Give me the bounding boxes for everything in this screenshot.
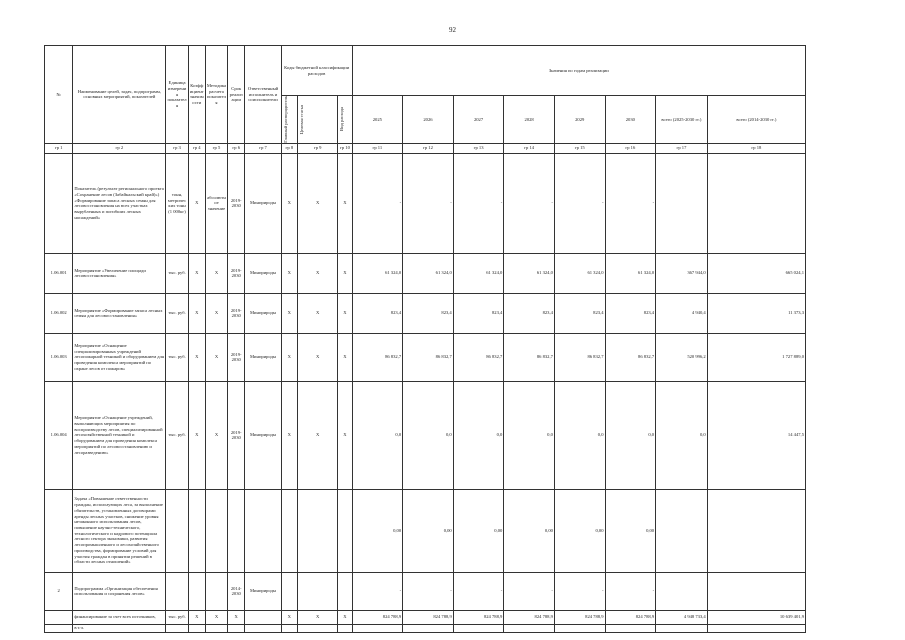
row-total-2025-2030: 367 944,0 [656,253,708,293]
row-method: X [205,333,227,381]
row-code-target [297,572,337,610]
row-total-2025-2030 [656,572,708,610]
row-year-value: 0,00 [605,489,656,572]
table-row [45,153,806,253]
column-number: гр 8 [281,143,297,153]
row-responsible: Минприроды [245,253,281,293]
program-table [44,45,806,633]
row-year-value: 823,4 [504,293,555,333]
row-coef: X [188,333,205,381]
row-code-main: X [281,381,297,489]
column-number: гр 17 [656,143,708,153]
column-number: гр 4 [188,143,205,153]
header-values: Значения по годам реализации [352,46,805,96]
header-total-2014-2030: всего (2014-2030 гг.) [707,96,805,144]
row-coef: X [188,381,205,489]
row-method: X [205,610,227,624]
row-total-2025-2030 [656,153,708,253]
row-coef [188,572,205,610]
column-number: гр 14 [504,143,555,153]
row-name: Мероприятие «Оснащение учреждений, выполняющих мероприятия по воспроизводству лесов, специализированной лесохозяйственной техникой и оборудованием для проведения комплекса мероприятий по лесовосстановлению и лесоразведению» [73,381,166,489]
row-code-type [338,489,352,572]
row-code-target: X [297,293,337,333]
row-total-2014-2030 [707,624,805,632]
row-name: Показатель (результат регионального проекта «Сохранение лесов (Забайкальский край)») «Формирование запаса лесных семян для лесовосстановления на всех участках вырубленных и погибших лесных насаждений» [73,153,166,253]
row-year-value: 86 832,7 [504,333,555,381]
row-coef: X [188,153,205,253]
column-number: гр 15 [554,143,605,153]
row-coef: X [188,253,205,293]
row-year-value [605,624,656,632]
row-code-type [338,624,352,632]
row-total-2014-2030: 11 373,3 [707,293,805,333]
row-total-2014-2030 [707,572,805,610]
row-year-value: 824 788,9 [453,610,504,624]
row-number: 1.06.003 [45,333,73,381]
row-code-main: X [281,153,297,253]
row-number [45,153,73,253]
row-name: в т.ч. [73,624,166,632]
row-coef [188,489,205,572]
row-responsible: Минприроды [245,381,281,489]
row-total-2014-2030 [707,153,805,253]
row-method: X [205,253,227,293]
row-total-2025-2030: 0,0 [656,381,708,489]
row-responsible [245,624,281,632]
header-codes-target: Целевая статья [297,96,337,144]
row-year-value: 0,0 [352,381,403,489]
table-row [45,610,806,624]
row-total-2025-2030: 520 996,2 [656,333,708,381]
row-name: финансирование за счет всех источников, [73,610,166,624]
row-year-value: - [453,153,504,253]
row-year-value: 0,0 [504,381,555,489]
row-number [45,624,73,632]
row-year-value: 824 788,9 [554,610,605,624]
table-row [45,624,806,632]
row-term [228,489,245,572]
column-number: гр 13 [453,143,504,153]
table-row [45,253,806,293]
row-total-2014-2030: 665 024,1 [707,253,805,293]
row-code-main [281,624,297,632]
row-code-main: X [281,253,297,293]
row-total-2025-2030 [656,489,708,572]
row-responsible: Минприроды [245,572,281,610]
row-code-main: X [281,610,297,624]
header-year: 2030 [605,96,656,144]
row-year-value: 824 788,9 [504,610,555,624]
row-year-value: 823,4 [605,293,656,333]
row-total-2014-2030: 14 447,5 [707,381,805,489]
header-unit: Единица измерения показателя [166,46,188,144]
row-unit: тонн, метрических тонн (1 000кг) [166,153,188,253]
row-unit: тыс. руб. [166,333,188,381]
column-number: гр 6 [228,143,245,153]
column-number: гр 5 [205,143,227,153]
row-year-value: - [352,153,403,253]
table-row [45,293,806,333]
header-total-2025-2030: всего (2025-2030 гг.) [656,96,708,144]
table-row [45,381,806,489]
row-total-2025-2030 [656,624,708,632]
row-method [205,572,227,610]
row-term: 2019-2030 [228,293,245,333]
row-code-type [338,572,352,610]
row-number: 2 [45,572,73,610]
row-unit: тыс. руб. [166,610,188,624]
row-year-value: 61 324,0 [352,253,403,293]
row-year-value: - [554,153,605,253]
header-method: Методика расчета показателя [205,46,227,144]
row-year-value: 0,00 [554,489,605,572]
table-row [45,489,806,572]
row-number: 1.06.001 [45,253,73,293]
row-year-value: 61 324,0 [504,253,555,293]
row-year-value: 0,00 [504,489,555,572]
row-term [228,624,245,632]
row-term: X [228,610,245,624]
row-method: X [205,381,227,489]
header-year: 2025 [352,96,403,144]
row-unit: тыс. руб. [166,293,188,333]
row-total-2025-2030: 4 948 733,4 [656,610,708,624]
row-year-value [504,624,555,632]
row-year-value: 0,0 [554,381,605,489]
row-responsible [245,610,281,624]
row-year-value: - [605,572,656,610]
row-term: 2019-2030 [228,253,245,293]
row-responsible [245,489,281,572]
header-responsible: Ответственный исполнитель и соисполнители [245,46,281,144]
row-year-value: - [504,572,555,610]
row-year-value [554,624,605,632]
row-year-value: 61 324,0 [403,253,454,293]
row-coef: X [188,610,205,624]
row-code-type: X [338,253,352,293]
row-year-value: 0,0 [453,381,504,489]
row-year-value: 824 788,9 [352,610,403,624]
row-year-value [453,624,504,632]
row-code-type: X [338,333,352,381]
row-code-main: X [281,293,297,333]
row-year-value: - [605,153,656,253]
row-code-target [297,624,337,632]
header-term: Срок реализации [228,46,245,144]
row-term: 2019-2030 [228,153,245,253]
row-year-value: 824 788,9 [403,610,454,624]
column-number: гр 12 [403,143,454,153]
row-unit: тыс. руб. [166,381,188,489]
row-term: 2019-2030 [228,333,245,381]
row-name: Подпрограмма «Организация обеспечения использования и сохранения лесов» [73,572,166,610]
header-name: Наименование целей, задач, подпрограмм, основных мероприятий, показателей [73,46,166,144]
row-year-value: 61 324,0 [605,253,656,293]
row-unit [166,572,188,610]
row-year-value: 0,0 [605,381,656,489]
row-year-value: 0,00 [453,489,504,572]
row-code-main [281,489,297,572]
row-method [205,489,227,572]
row-name: Мероприятие «Оснащение специализированных учреждений лесопожарной техникой и оборудованием для проведения комплекса мероприятий по охране лесов от пожаров» [73,333,166,381]
row-code-type: X [338,381,352,489]
row-code-type: X [338,153,352,253]
row-year-value: - [554,572,605,610]
header-codes-main: Главный распорядитель [281,96,297,144]
row-year-value: 61 324,0 [453,253,504,293]
row-code-main [281,572,297,610]
row-year-value: - [403,572,454,610]
row-year-value: 824 788,9 [605,610,656,624]
row-code-type: X [338,610,352,624]
row-year-value: 86 832,7 [554,333,605,381]
table-row [45,572,806,610]
row-total-2014-2030: 10 639 401,9 [707,610,805,624]
header-num: № [45,46,73,144]
column-number: гр 16 [605,143,656,153]
row-year-value: 823,4 [554,293,605,333]
row-responsible: Минприроды [245,333,281,381]
row-code-type: X [338,293,352,333]
row-year-value: 0,00 [403,489,454,572]
row-unit: тыс. руб. [166,253,188,293]
header-row [45,46,806,96]
header-codes-type: Вид расхода [338,96,352,144]
row-year-value: 823,4 [403,293,454,333]
row-code-target [297,489,337,572]
page-number: 92 [449,26,456,34]
row-number: 1.06.004 [45,381,73,489]
row-name: Мероприятие «Увеличение площади лесовосстановления» [73,253,166,293]
row-total-2025-2030: 4 940,4 [656,293,708,333]
column-number: гр 2 [73,143,166,153]
row-year-value: 86 832,7 [605,333,656,381]
row-year-value: 0,00 [352,489,403,572]
row-responsible: Минприроды [245,293,281,333]
column-number: гр 3 [166,143,188,153]
row-year-value: - [352,572,403,610]
row-year-value [403,624,454,632]
row-coef: X [188,293,205,333]
row-name: Мероприятие «Формирование запаса лесных семян для лесовосстановления» [73,293,166,333]
table-row [45,333,806,381]
row-unit [166,489,188,572]
row-responsible: Минприроды [245,153,281,253]
row-year-value: 86 832,7 [453,333,504,381]
row-code-target: X [297,610,337,624]
row-year-value: 823,4 [352,293,403,333]
row-code-target: X [297,253,337,293]
row-coef [188,624,205,632]
column-number: гр 11 [352,143,403,153]
row-number [45,610,73,624]
header-coef: Коэффициент значимости [188,46,205,144]
column-number: гр 1 [45,143,73,153]
column-number: гр 10 [338,143,352,153]
row-code-target: X [297,333,337,381]
header-year: 2027 [453,96,504,144]
row-year-value: - [403,153,454,253]
column-number-row [45,143,806,153]
header-year: 2026 [403,96,454,144]
row-total-2014-2030: 1 727 889,0 [707,333,805,381]
header-year: 2028 [504,96,555,144]
row-year-value: 61 324,0 [554,253,605,293]
row-method: абсолютное значение [205,153,227,253]
row-total-2014-2030 [707,489,805,572]
column-number: гр 18 [707,143,805,153]
row-number: 1.06.002 [45,293,73,333]
row-code-main: X [281,333,297,381]
row-number [45,489,73,572]
row-code-target: X [297,381,337,489]
row-term: 2014-2030 [228,572,245,610]
row-year-value: 823,4 [453,293,504,333]
row-term: 2019-2030 [228,381,245,489]
row-code-target: X [297,153,337,253]
row-year-value: 0,0 [403,381,454,489]
column-number: гр 7 [245,143,281,153]
row-unit [166,624,188,632]
row-method: X [205,293,227,333]
row-year-value: - [453,572,504,610]
header-codes: Коды бюджетной классификации расходов [281,46,352,96]
column-number: гр 9 [297,143,337,153]
row-name: Задача «Повышение ответственности граждан, использующих леса, за выполнение обязательств, установленных договорами аренды лесных участков, снижение уровня незаконного использования лесов, повышение научно-технического, технологического и кадрового потенциала лесного сектора экономики, развития лесопромышленного и лесохозяйственного производства, формирование условий для участия граждан в принятии решений в области лесных отношений» [73,489,166,572]
row-year-value: 86 832,7 [403,333,454,381]
row-method [205,624,227,632]
header-year: 2029 [554,96,605,144]
row-year-value [352,624,403,632]
row-year-value: - [504,153,555,253]
row-year-value: 86 832,7 [352,333,403,381]
